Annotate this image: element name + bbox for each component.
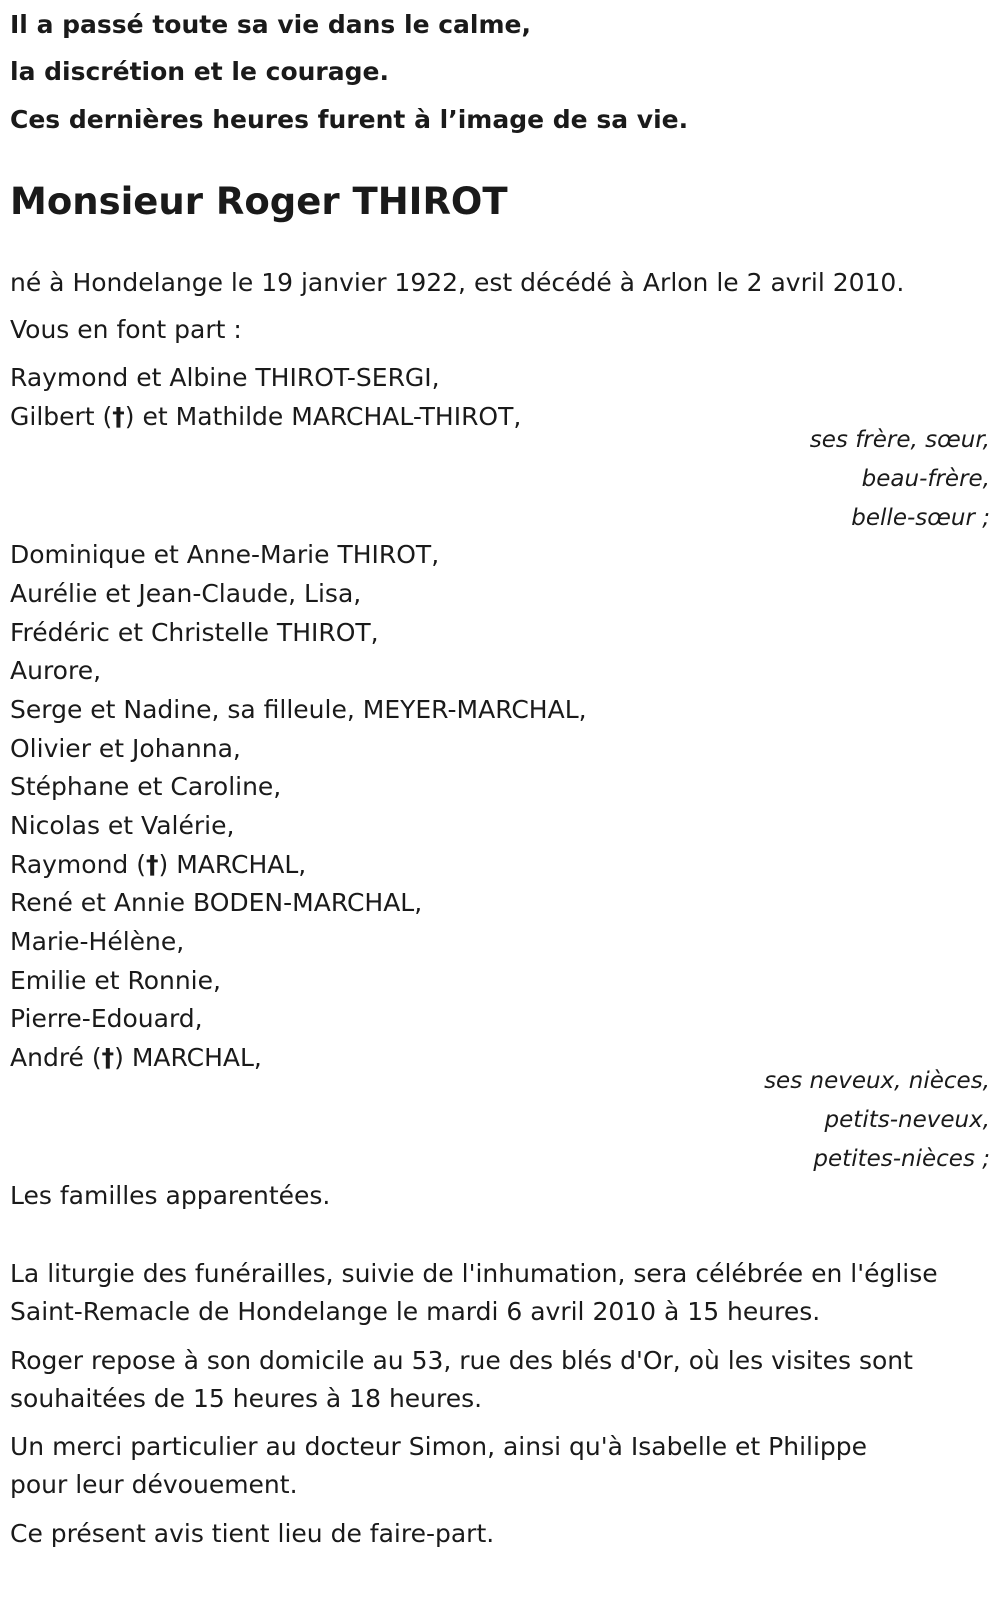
family-line	[10, 401, 521, 433]
family-line: Dominique et Anne-Marie THIROT,	[10, 540, 440, 569]
family-line: René et Annie BODEN-MARCHAL,	[10, 888, 423, 917]
relation-label: petites-nièces ;	[813, 1146, 990, 1172]
relation-label: petits-neveux,	[824, 1107, 990, 1133]
name-text: Gilbert (	[10, 402, 113, 431]
birth-death-line: né à Hondelange le 19 janvier 1922, est décédé à Arlon le 2 avril 2010.	[10, 268, 905, 297]
intro-line-2: la discrétion et le courage.	[10, 57, 389, 86]
family-line: Olivier et Johanna,	[10, 734, 241, 763]
closing-line: Ce présent avis tient lieu de faire-part.	[10, 1519, 495, 1548]
family-line	[10, 1042, 262, 1074]
relation-label: ses frère, sœur,	[809, 427, 990, 453]
family-line: Raymond et Albine THIROT-SERGI,	[10, 363, 440, 392]
cross-icon: †	[146, 850, 159, 879]
family-line: Aurélie et Jean-Claude, Lisa,	[10, 579, 362, 608]
funeral-line: Saint-Remacle de Hondelange le mardi 6 avril 2010 à 15 heures.	[10, 1297, 821, 1326]
cross-icon: †	[112, 402, 125, 431]
family-line: Frédéric et Christelle THIROT,	[10, 618, 379, 647]
relation-label: beau-frère,	[861, 466, 990, 492]
family-line: Marie-Hélène,	[10, 927, 185, 956]
visit-line: Roger repose à son domicile au 53, rue des blés d'Or, où les visites sont	[10, 1346, 913, 1375]
relation-label: belle-sœur ;	[851, 505, 990, 531]
intro-line-1: Il a passé toute sa vie dans le calme,	[10, 10, 531, 39]
announce-line: Vous en font part :	[10, 315, 242, 344]
family-line: Pierre-Edouard,	[10, 1004, 203, 1033]
cross-icon: †	[101, 1043, 115, 1072]
family-line: Aurore,	[10, 656, 102, 685]
thanks-line: Un merci particulier au docteur Simon, ainsi qu'à Isabelle et Philippe	[10, 1432, 868, 1461]
families-line: Les familles apparentées.	[10, 1181, 331, 1210]
family-line: Stéphane et Caroline,	[10, 772, 282, 801]
name-text: ) MARCHAL,	[114, 1043, 262, 1072]
family-line: Emilie et Ronnie,	[10, 966, 221, 995]
name-text: Raymond (	[10, 850, 146, 879]
family-line	[10, 849, 306, 881]
name-text: ) MARCHAL,	[158, 850, 307, 879]
name-text: André (	[10, 1043, 102, 1072]
name-text: ) et Mathilde MARCHAL-THIROT,	[124, 402, 522, 431]
visit-line: souhaitées de 15 heures à 18 heures.	[10, 1384, 483, 1413]
thanks-line: pour leur dévouement.	[10, 1470, 298, 1499]
intro-line-3: Ces dernières heures furent à l’image de sa vie.	[10, 105, 689, 134]
family-line: Serge et Nadine, sa filleule, MEYER-MARCHAL,	[10, 695, 587, 724]
relation-label: ses neveux, nièces,	[764, 1068, 990, 1094]
deceased-name-title: Monsieur Roger THIROT	[10, 180, 508, 223]
family-line: Nicolas et Valérie,	[10, 811, 235, 840]
funeral-line: La liturgie des funérailles, suivie de l'inhumation, sera célébrée en l'église	[10, 1259, 938, 1288]
